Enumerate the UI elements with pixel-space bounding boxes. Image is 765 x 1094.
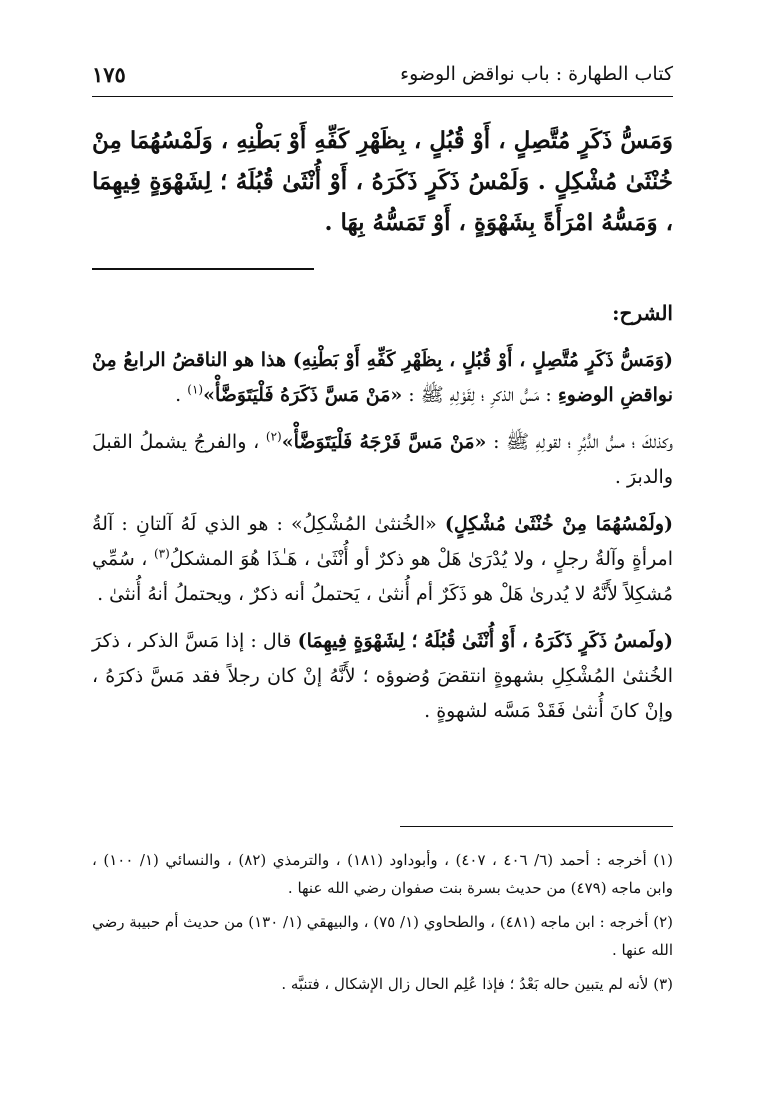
matn-paragraph: وَمَسُّ ذَكَرٍ مُتَّصِلٍ ، أَوْ قُبُلٍ ، بِظَهْرِ كَفِّهِ أَوْ بَطْنِهِ ، وَلَمْسُهُمَا مِنْ خُنْثَىٰ مُشْكِلٍ . وَلَمْسُ ذَكَرٍ ذَكَرَهُ ، أَوْ أُنْثَىٰ قُبُلَهُ ؛ لِشَهْوَةٍ فِيهِمَا ، وَمَسُّهُ امْرَأَةً بِشَهْوَةٍ ، أَوْ تَمَسُّهُ بِهَا . (92, 127, 673, 236)
page-number: ١٧٥ (92, 61, 126, 87)
matn-divider (92, 268, 314, 270)
sharh-heading: الشرح: (612, 301, 673, 325)
header-rule (92, 96, 673, 97)
footnotes (92, 846, 673, 1004)
running-header (92, 56, 673, 92)
sharh-paragraph-2 (92, 425, 673, 495)
footnote-ref[interactable]: (٣) (153, 546, 170, 561)
footnote-2: (٢) أخرجه : ابن ماجه (٤٨١) ، والطحاوي (١/ ٧٥) ، والبيهقي (١/ ١٣٠) من حديث أم حبيبة رضي الله عنها . (92, 913, 674, 959)
matn-text (92, 120, 673, 243)
commentary-text: : مَسُّ الذكرِ ؛ لِقَوْلِهِ ﷺ : (402, 384, 552, 406)
hadith-quote: «مَنْ مَسَّ ذَكَرَهُ فَلْيَتَوَضَّأْ» (203, 384, 403, 406)
matn-quote: (ولَمسُ ذَكَرٍ ذَكَرَهُ ، أَوْ أُنْثَىٰ قُبُلَهُ ؛ لِشَهْوَةٍ فِيهِمَا) (297, 630, 673, 652)
commentary-end: ، سُمِّي مُشكِلاً لأَنَّهُ لا يُدرىٰ هَلْ هو ذَكَرٌ أم أُنثىٰ ، يَحتملُ أنه ذكرٌ ، ويحتملُ أنهُ أُنثىٰ . (92, 548, 673, 605)
commentary-text: قال : إذا مَسَّ الذكر ، ذكرَ الخُنثىٰ المُشْكِلِ بشهوةٍ انتقضَ وُضوؤه ؛ لأَنَّهُ إنْ كان رجلاً فقد مَسَّ ذكرَهُ ، وإنْ كانَ أُنثىٰ فَقَدْ مَسَّه لشهوةٍ . (92, 630, 673, 722)
sharh-paragraph-3 (92, 507, 673, 612)
sharh-section (92, 296, 673, 741)
hadith-quote: «مَنْ مَسَّ فَرْجَهُ فَلْيَتَوَضَّأْ» (281, 431, 487, 453)
footnote-ref[interactable]: (٢) (265, 429, 282, 444)
sharh-paragraph-1 (92, 343, 673, 413)
matn-quote: (ولَمْسُهُمَا مِنْ خُنْثَىٰ مُشْكِلٍ) (444, 513, 673, 535)
commentary-end: . (175, 384, 188, 406)
matn-quote: (وَمَسُّ ذَكَرٍ مُتَّصِلٍ ، أَوْ قُبُلٍ ، بِظَهْرِ كَفِّهِ أَوْ بَطْنِهِ) هذا هو الناقضُ الرابعُ مِنْ نواقضِ الوضوءِ (92, 349, 673, 406)
footnote-1: (١) أخرجه : أحمد (٦/ ٤٠٦ ، ٤٠٧) ، وأبوداود (١٨١) ، والترمذي (٨٢) ، والنسائي (١/ ١٠٠) ، وابن ماجه (٤٧٩) من حديث بسرة بنت صفوان رضي الله عنها . (92, 851, 673, 897)
footnote-rule (400, 826, 673, 827)
commentary-end: ، والفرجُ يشملُ القبلَ والدبرَ . (92, 431, 673, 488)
sharh-paragraph-4 (92, 624, 673, 729)
commentary-text: وكذلكَ ؛ مسُّ الدُّبُرِ ؛ لقولِهِ ﷺ : (486, 431, 674, 453)
commentary-text: «الخُنثىٰ المُشْكِلُ» : هو الذي لَهُ آلتانِ : آلةُ امرأةٍ وآلةُ رجلٍ ، ولا يُدْرَىٰ هَلْ هو ذكرٌ أو أُنْثَىٰ ، هَـٰذَا هُوَ المشكلُ (92, 513, 674, 570)
chapter-title: كتاب الطهارة : باب نواقض الوضوء (400, 63, 673, 85)
footnote-ref[interactable]: (١) (187, 382, 204, 397)
footnote-3: (٣) لأنه لم يتبين حاله بَعْدُ ؛ فإذا عُلِم الحال زال الإشكال ، فتنبَّه . (281, 975, 673, 993)
